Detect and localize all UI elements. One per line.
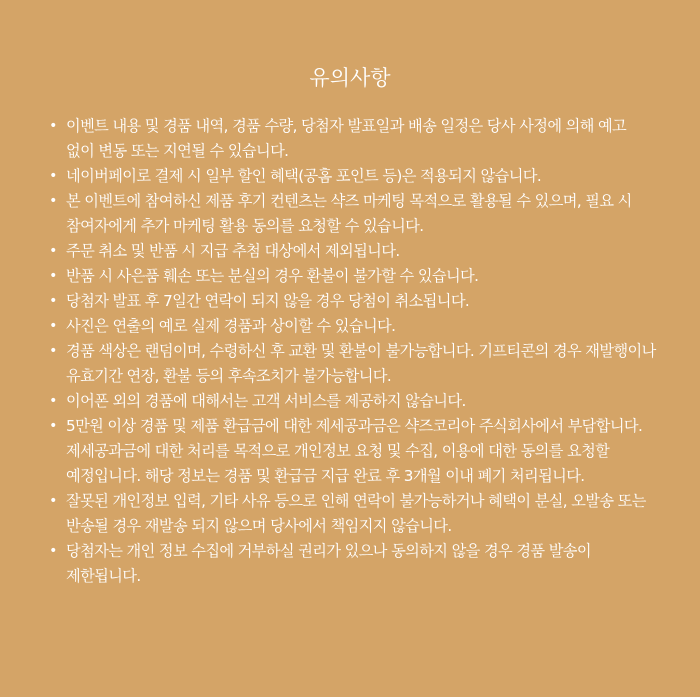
notice-item-text: 이벤트 내용 및 경품 내역, 경품 수량, 당첨자 발표일과 배송 일정은 당사 사정에 의해 예고 없이 변동 또는 지연될 수 있습니다.	[66, 117, 627, 160]
notice-item	[49, 289, 656, 314]
notice-item	[49, 314, 656, 339]
bullet-icon: •	[49, 343, 57, 359]
notice-item	[49, 389, 656, 414]
bullet-icon: •	[49, 493, 57, 509]
notice-item-text: 사진은 연출의 예로 실제 경품과 상이할 수 있습니다.	[66, 317, 396, 335]
notice-item-text: 이어폰 외의 경품에 대해서는 고객 서비스를 제공하지 않습니다.	[66, 392, 466, 410]
bullet-icon: •	[49, 393, 57, 409]
notice-item	[49, 264, 656, 289]
notice-item-text: 5만원 이상 경품 및 제품 환급금에 대한 제세공과금은 샥즈코리아 주식회사에서 부담합니다. 제세공과금에 대한 처리를 목적으로 개인정보 요청 및 수집, 이용에 대한 동의를 요청할 예정입니다. 해당 정보는 경품 및 환급금 지급 완료 후 3개월 이내 폐기 처리됩니다.	[66, 417, 643, 485]
notice-item	[49, 189, 656, 239]
notice-item-text: 네이버페이로 결제 시 일부 할인 혜택(공홈 포인트 등)은 적용되지 않습니다.	[66, 167, 542, 185]
notice-item	[49, 339, 656, 389]
notice-item	[49, 539, 656, 589]
notice-item-text: 잘못된 개인정보 입력, 기타 사유 등으로 인해 연락이 불가능하거나 혜택이 분실, 오발송 또는 반송될 경우 재발송 되지 않으며 당사에서 책임지지 않습니다.	[66, 492, 646, 535]
notice-item	[49, 414, 656, 489]
notice-title: 유의사항	[309, 66, 391, 90]
notice-item-text: 당첨자는 개인 정보 수집에 거부하실 권리가 있으나 동의하지 않을 경우 경품 발송이 제한됩니다.	[66, 542, 591, 585]
bullet-icon: •	[49, 243, 57, 259]
bullet-icon: •	[49, 118, 57, 134]
bullet-icon: •	[49, 543, 57, 559]
notice-item-text: 경품 색상은 랜덤이며, 수령하신 후 교환 및 환불이 불가능합니다. 기프티콘의 경우 재발행이나 유효기간 연장, 환불 등의 후속조치가 불가능합니다.	[66, 342, 656, 385]
bullet-icon: •	[49, 168, 57, 184]
notice-list	[0, 114, 656, 589]
notice-item-text: 주문 취소 및 반품 시 지급 추첨 대상에서 제외됩니다.	[66, 242, 400, 260]
notice-item	[49, 164, 656, 189]
notice-item	[49, 114, 656, 164]
bullet-icon: •	[49, 318, 57, 334]
notice-item-text: 반품 시 사은품 훼손 또는 분실의 경우 환불이 불가할 수 있습니다.	[66, 267, 479, 285]
notice-item	[49, 489, 656, 539]
bullet-icon: •	[49, 293, 57, 309]
bullet-icon: •	[49, 193, 57, 209]
notice-item-text: 본 이벤트에 참여하신 제품 후기 컨텐츠는 샥즈 마케팅 목적으로 활용될 수 있으며, 필요 시 참여자에게 추가 마케팅 활용 동의를 요청할 수 있습니다.	[66, 192, 632, 235]
bullet-icon: •	[49, 268, 57, 284]
notice-item	[49, 239, 656, 264]
bullet-icon: •	[49, 418, 57, 434]
notice-item-text: 당첨자 발표 후 7일간 연락이 되지 않을 경우 당첨이 취소됩니다.	[66, 292, 470, 310]
